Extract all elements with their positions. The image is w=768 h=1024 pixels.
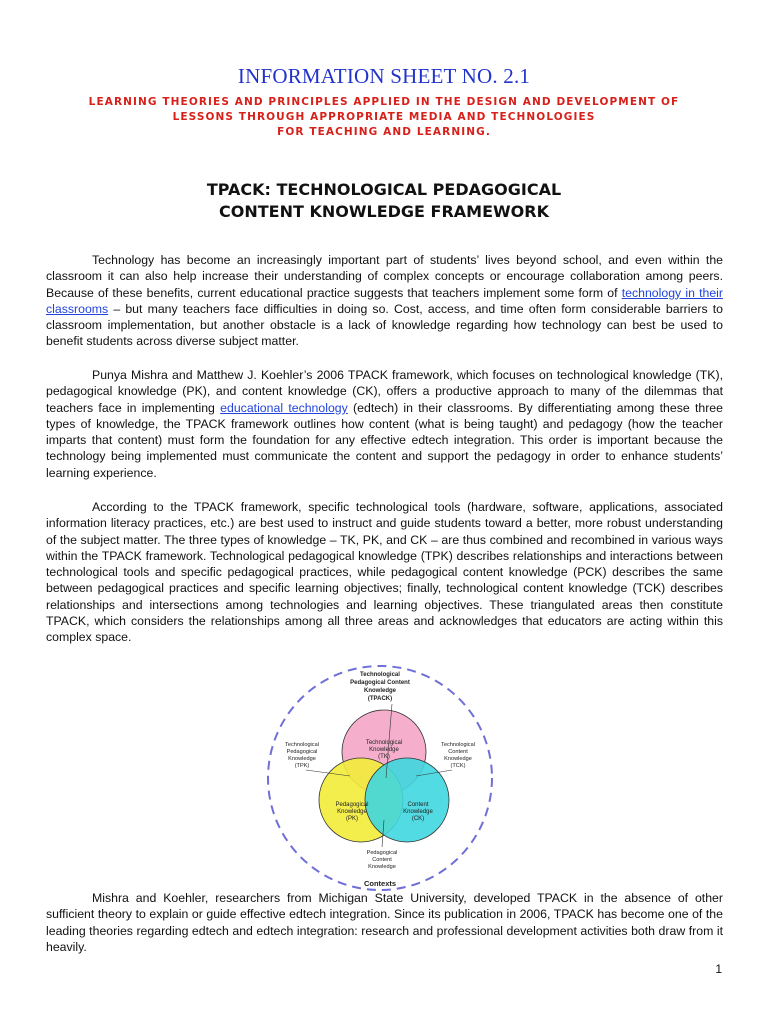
ck-label-3: (CK) (411, 816, 425, 822)
paragraph-msu (46, 890, 723, 955)
tk-label-3: (TK) (378, 754, 390, 760)
tpk-label-3: Knowledge (288, 756, 316, 762)
section-heading-line-2: CONTENT KNOWLEDGE FRAMEWORK (219, 202, 549, 221)
tpack-label-4: (TPACK) (367, 696, 393, 702)
paragraph-mishra-text-a: Punya Mishra and Matthew J. Koehler’s 2006 TPACK framework, which focuses on technological knowledge (TK), pedagogical knowledge (PK), and content knowledge (CK), offers a productive approach to many of the dilemmas that teachers face in implementing (46, 368, 723, 415)
tk-label-2: Knowledge (369, 747, 399, 753)
pck-label (367, 850, 398, 870)
section-heading-line-1: TPACK: TECHNOLOGICAL PEDAGOGICAL (206, 180, 562, 199)
tck-label-3: Knowledge (444, 756, 472, 762)
tpk-label-2: Pedagogical (286, 749, 318, 755)
subtitle-line-1: LEARNING THEORIES AND PRINCIPLES APPLIED IN THE DESIGN AND DEVELOPMENT OF (88, 96, 680, 108)
tck-label-2: Content (448, 749, 468, 755)
tpack-label-3: Knowledge (363, 688, 397, 694)
paragraph-framework (46, 499, 723, 646)
tpk-label-1: Technological (285, 742, 319, 748)
tck-label (441, 742, 475, 769)
pk-label-2: Knowledge (337, 809, 367, 815)
pk-label-3: (PK) (346, 816, 358, 822)
pk-label-1: Pedagogical (335, 802, 369, 808)
sheet-title: INFORMATION SHEET NO. 2.1 (237, 64, 531, 88)
link-educational-technology[interactable]: educational technology (220, 400, 348, 415)
paragraph-intro-text-a: Technology has become an increasingly important part of students’ lives beyond school, and even within the classroom it can also help increase their understanding of complex concepts or encourage collaboration among peers. Because of these benefits, current educational practice suggests that teachers implement some form of (46, 253, 723, 300)
subtitle-line-3: FOR TEACHING AND LEARNING. (277, 126, 491, 138)
tk-label-1: Technological (365, 740, 403, 746)
pck-label-2: Content (372, 857, 392, 863)
tpack-venn-diagram (262, 660, 498, 896)
tpk-label (285, 742, 319, 769)
ck-circle (365, 758, 449, 842)
paragraph-intro-text-b: – but many teachers face difficulties in doing so. Cost, access, and time often form considerable barriers to classroom implementation, but another obstacle is a lack of knowledge regarding how technology can best be used to benefit students across diverse subject matter. (46, 301, 723, 349)
pck-label-1: Pedagogical (366, 850, 398, 856)
paragraph-intro (46, 252, 723, 350)
tpack-label (350, 672, 410, 702)
tck-label-4: (TCK) (450, 763, 466, 769)
paragraph-msu-text: Mishra and Koehler, researchers from Michigan State University, developed TPACK in the absence of other sufficient theory to explain or guide effective edtech integration. Since its publication in 2006, TPACK has become one of the leading theories regarding edtech and edtech integration: research and professional development activities both draw from it heavily. (46, 891, 723, 954)
tpack-label-1: Technological (360, 672, 400, 678)
contexts-label: Contexts (363, 879, 397, 888)
page-number: 1 (715, 962, 722, 976)
subtitle-line-2: LESSONS THROUGH APPROPRIATE MEDIA AND TECHNOLOGIES (172, 111, 596, 123)
tpack-label-2: Pedagogical Content (350, 680, 410, 686)
tck-label-1: Technological (441, 742, 475, 748)
tpk-label-4: (TPK) (294, 763, 310, 769)
link-technology-in-classrooms[interactable]: technology in their classrooms (46, 285, 723, 316)
ck-label-2: Knowledge (403, 809, 433, 815)
paragraph-mishra-text-b: (edtech) in their classrooms. By differentiating among these three types of knowledge, the TPACK framework outlines how content (what is being taught) and pedagogy (how the teacher imparts that content) must form the foundation for any effective edtech integration. This order is important because the technology being implemented must communicate the content and support the pedagogy in order to enhance students’ learning experience. (46, 400, 723, 480)
paragraph-mishra-koehler (46, 367, 723, 481)
pck-label-3: Knowledge (368, 864, 396, 870)
ck-label-1: Content (407, 802, 429, 808)
paragraph-framework-text: According to the TPACK framework, specific technological tools (hardware, software, applications, associated information literacy practices, etc.) are best used to instruct and guide students toward a better, more robust understanding of the subject matter. The three types of knowledge – TK, PK, and CK – are thus combined and recombined in various ways within the TPACK framework. Technological pedagogical knowledge (TPK) describes relationships and interactions between technological tools and specific pedagogical practices, while pedagogical content knowledge (PCK) describes the same between pedagogical practices and specific learning objectives; finally, technological content knowledge (TCK) describes relationships and intersections among technologies and learning objectives. These triangulated areas then constitute TPACK, which considers the relationships among all three areas and acknowledges that educators are acting within this complex space. (46, 500, 723, 645)
